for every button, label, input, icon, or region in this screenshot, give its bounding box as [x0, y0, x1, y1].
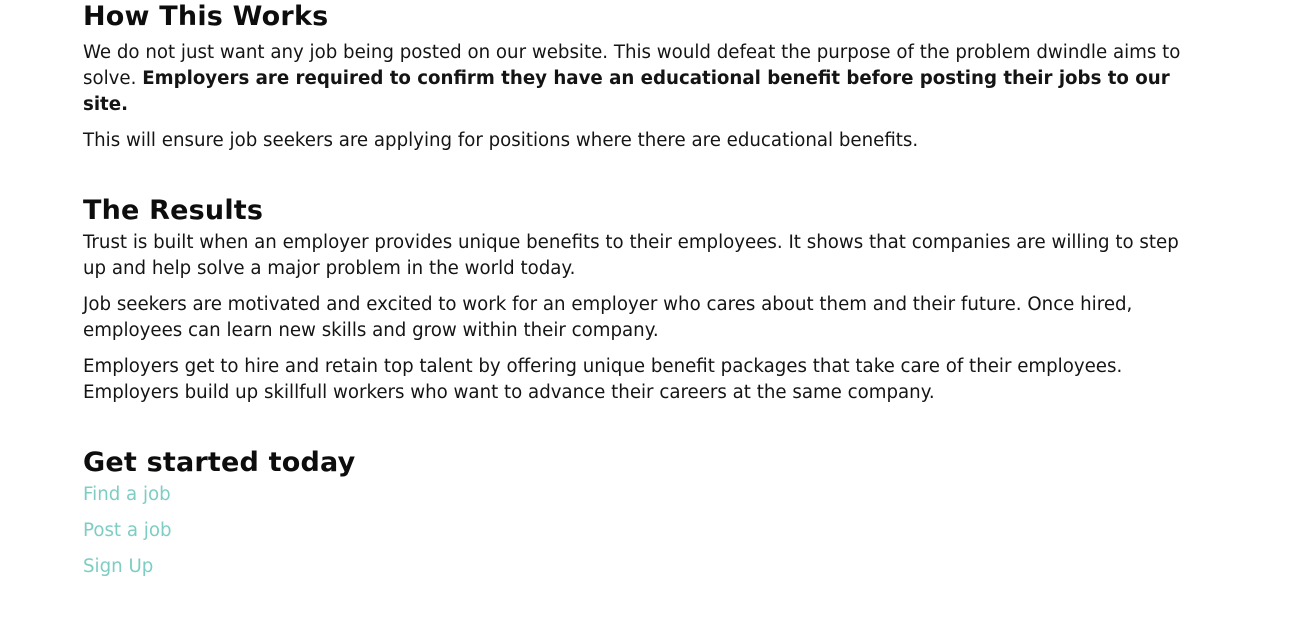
results-paragraph-job-seekers: Job seekers are motivated and excited to work for an employer who cares about them and their future. Once hired, employees can learn new skills and grow within their company.: [83, 294, 1133, 341]
get-started-heading: Get started today: [83, 447, 356, 478]
how-it-works-heading: How This Works: [83, 1, 329, 32]
how-it-works-bold-text: Employers are required to confirm they have an educational benefit before posting their jobs to our site.: [83, 68, 1170, 115]
how-it-works-paragraph-2: This will ensure job seekers are applying for positions where there are educational benefits.: [83, 130, 919, 151]
results-paragraph-trust: Trust is built when an employer provides unique benefits to their employees. It shows that companies are willing to step up and help solve a major problem in the world today.: [83, 232, 1179, 279]
results-heading: The Results: [83, 195, 264, 226]
main-content: [83, 0, 1193, 590]
find-a-job-link[interactable]: Find a job: [83, 484, 171, 505]
results-paragraph-employers: Employers get to hire and retain top talent by offering unique benefit packages that take care of their employees. Employers build up skillfull workers who want to advance their careers at the same company.: [83, 356, 1123, 403]
get-started-links: [83, 482, 1193, 580]
how-it-works-paragraph-1: [83, 40, 1193, 118]
how-it-works-text: We do not just want any job being posted on our website. This would defeat the purpose of the problem dwindle aims to solve.: [83, 42, 1181, 89]
sign-up-link[interactable]: Sign Up: [83, 556, 154, 577]
post-a-job-link[interactable]: Post a job: [83, 520, 172, 541]
